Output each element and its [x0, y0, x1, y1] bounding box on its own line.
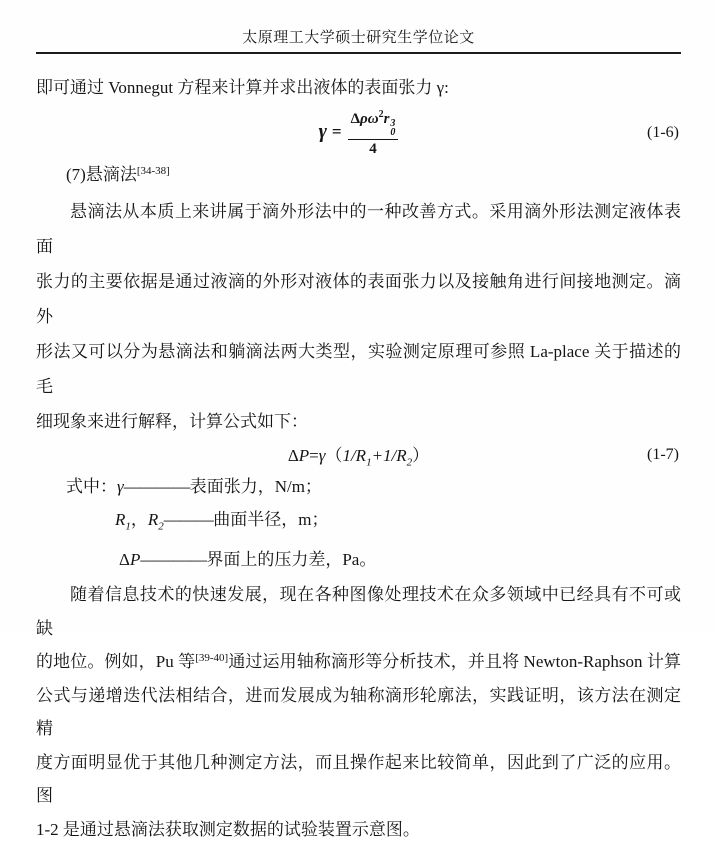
omega-exponent: 2 [378, 108, 384, 120]
equation-1-7 [36, 439, 681, 470]
fraction [348, 109, 399, 158]
gamma-description: 表面张力，N/m； [189, 477, 322, 496]
para2-line2 [36, 645, 681, 679]
para2-line2-pre: 的地位。例如，Pu 等 [36, 652, 196, 672]
close-paren: ） [412, 445, 430, 465]
term-1-over-r1: 1/R [342, 445, 367, 465]
delta-symbol: Δ [350, 110, 360, 127]
pressure-description: 界面上的压力差，Pa。 [206, 550, 377, 570]
gamma-symbol: γ [318, 445, 326, 465]
open-paren: （ [325, 445, 343, 465]
dash-rule: ———— [140, 550, 207, 570]
r1-subscript: 1 [366, 456, 372, 469]
pressure-symbol: P [129, 550, 141, 570]
equation-1-6 [36, 107, 681, 159]
equals-sign: = [309, 445, 319, 465]
paragraph-image-processing [36, 578, 681, 846]
delta-symbol: Δ [119, 550, 130, 570]
gamma-symbol: γ [117, 477, 124, 496]
citation-34-38: [34-38] [136, 165, 170, 177]
where-line-gamma [66, 470, 681, 503]
equation-1-6-number: (1-6) [647, 124, 679, 141]
equation-1-7-formula [288, 441, 429, 468]
para1-line1: 悬滴法从本质上来讲属于滴外形法中的一种改善方式。采用滴外形法测定液体表面 [36, 202, 681, 256]
r2-subscript: 2 [406, 456, 413, 469]
rho-omega-symbols: ρω [360, 110, 379, 127]
r1-subscript: 1 [125, 520, 131, 533]
delta-symbol: Δ [287, 445, 299, 465]
page-body [36, 75, 681, 846]
gamma-symbol: γ [318, 119, 327, 142]
paragraph-pendant-drop [36, 194, 681, 439]
separator-comma: ， [130, 510, 148, 529]
para1-line4: 细现象来进行解释，计算公式如下： [36, 412, 308, 431]
where-line-pressure [119, 543, 681, 576]
r-symbol: r [383, 110, 390, 127]
where-line-radii [115, 503, 681, 543]
equation-1-6-formula [319, 109, 399, 158]
running-head: 太原理工大学硕士研究生学位论文 [242, 30, 475, 46]
r-subscript: 0 [390, 126, 396, 138]
para1-line2: 张力的主要依据是通过液滴的外形对液体的表面张力以及接触角进行间接地测定。滴外 [36, 272, 681, 326]
section-7-title: (7)悬滴法 [66, 165, 137, 184]
r1-symbol: R [115, 510, 126, 529]
pressure-symbol: P [298, 445, 310, 465]
fraction-numerator [348, 109, 399, 140]
symbol-definitions [36, 470, 681, 576]
term-1-over-r2: +1/R [371, 445, 407, 465]
para2-line2-post: 通过运用轴称滴形等分析技术，并且将 Newton-Raphson 计算 [228, 652, 681, 672]
para2-line5: 1-2 是通过悬滴法获取测定数据的试验装置示意图。 [36, 819, 420, 839]
page-header [0, 0, 717, 54]
citation-39-40: [39-40] [195, 652, 229, 665]
dash-rule: ——— [163, 510, 214, 529]
header-divider [36, 52, 681, 54]
r2-symbol: R [147, 510, 159, 529]
para2-line4: 度方面明显优于其他几种测定方法，而且操作起来比较简单，因此到了广泛的应用。图 [36, 752, 681, 806]
where-label: 式中： [66, 477, 117, 496]
r-sup-sub-stack [390, 119, 395, 137]
r-exponent: 3 [390, 117, 396, 129]
equals-sign: = [331, 121, 342, 141]
dash-rule: ———— [123, 477, 190, 496]
fraction-denominator: 4 [369, 140, 377, 157]
r2-subscript: 2 [158, 520, 164, 533]
para2-line1: 随着信息技术的快速发展，现在各种图像处理技术在众多领域中已经具有不可或缺 [36, 585, 681, 638]
para1-line3: 形法又可以分为悬滴法和躺滴法两大类型，实验测定原理可参照 La-place 关于描述的毛 [36, 342, 681, 396]
radii-description: 曲面半径，m； [213, 510, 329, 529]
equation-1-7-number: (1-7) [647, 445, 679, 463]
intro-line: 即可通过 Vonnegut 方程来计算并求出液体的表面张力 γ: [36, 78, 449, 97]
section-7-heading [36, 161, 681, 188]
para2-line3: 公式与递增迭代法相结合，进而发展成为轴称滴形轮廓法，实践证明，该方法在测定精 [36, 685, 681, 739]
